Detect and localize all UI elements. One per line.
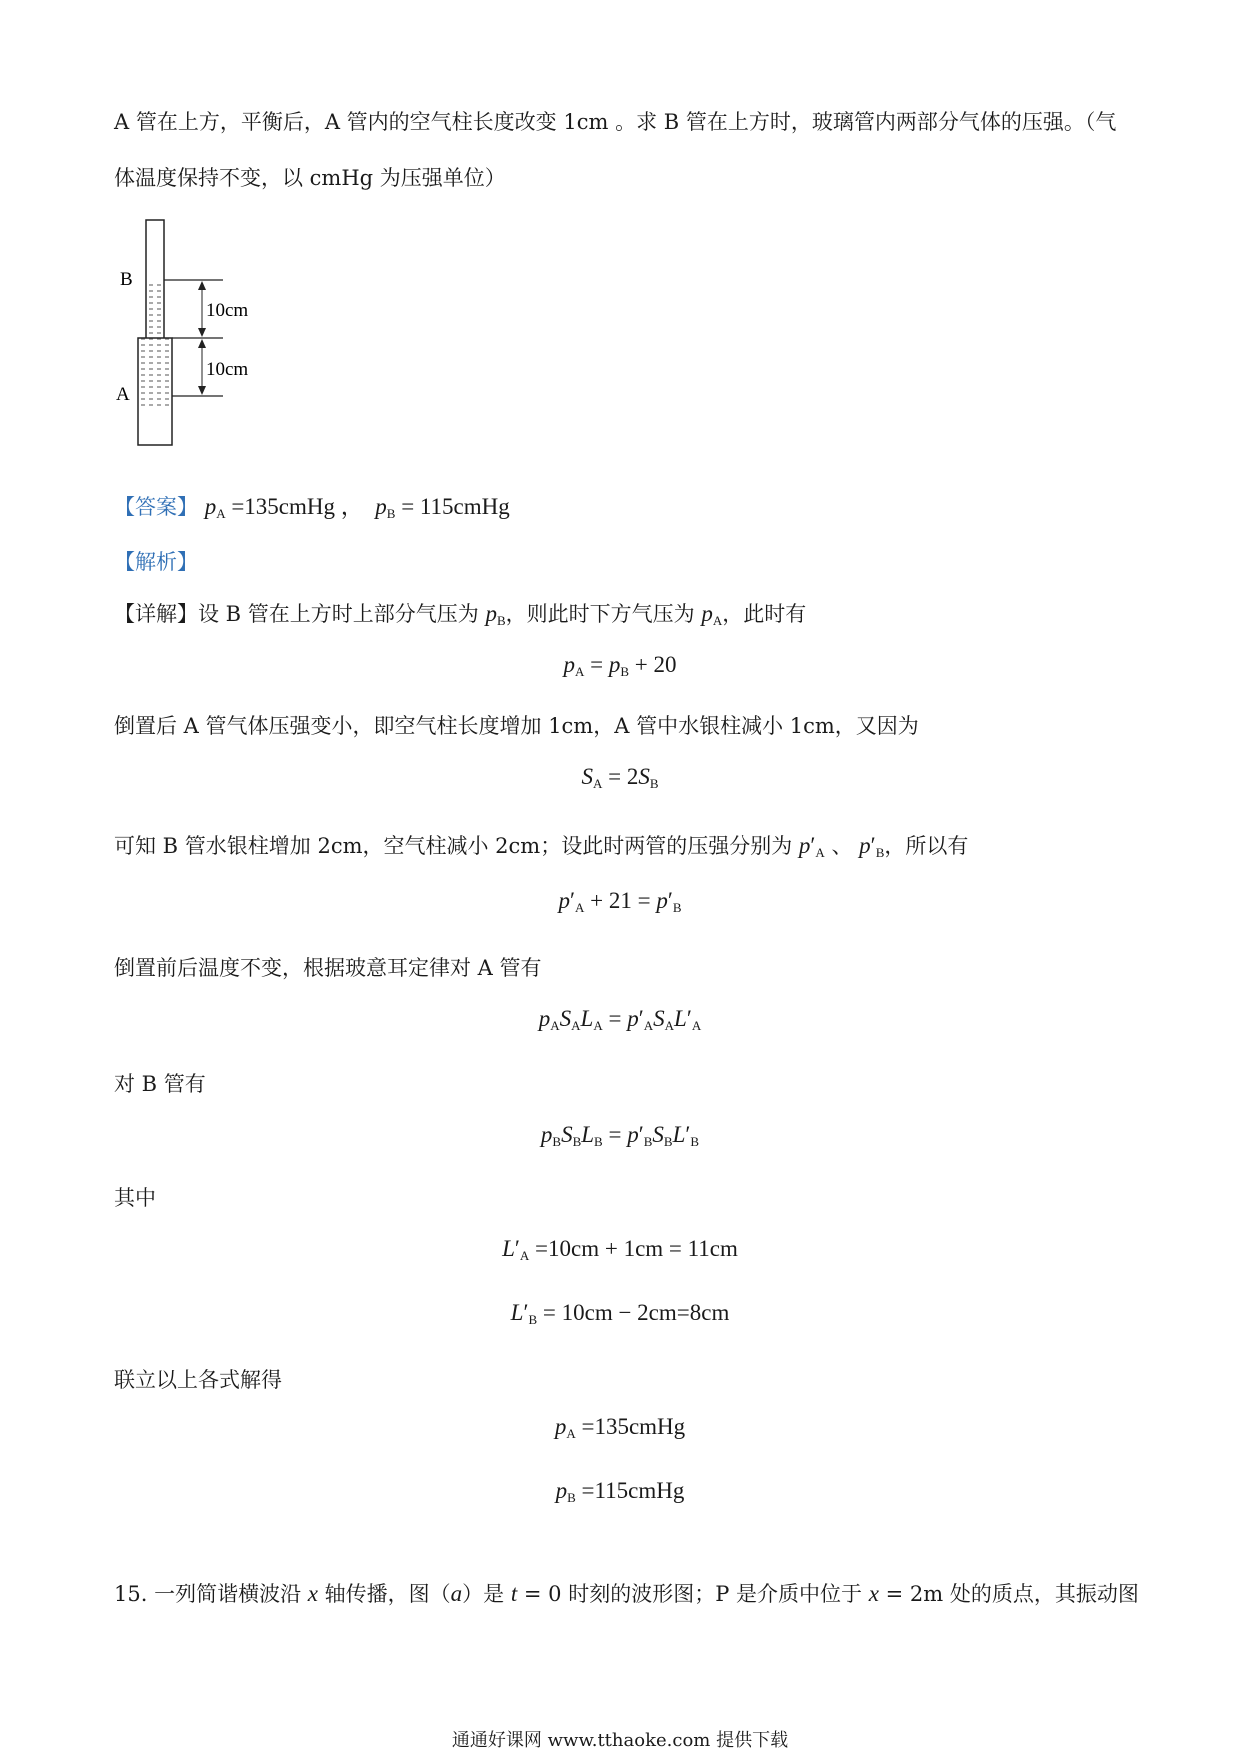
analysis-tag: 【解析】 (114, 550, 198, 574)
answer-line (114, 488, 510, 522)
equation-1: $p_A = p_B + 20$ (563, 652, 677, 679)
answer-formula: $p_A$ =135cmHg ， $p_B$ = 115cmHg (204, 494, 510, 521)
invert-text: 倒置后 A 管气体压强变小，即空气柱长度增加 1cm，A 管中水银柱减小 1cm，又因为 (114, 714, 919, 738)
b-tube-text: 可知 B 管水银柱增加 2cm，空气柱减小 2cm；设此时两管的压强分别为 $p'_A$ 、 $p'_B$，所以有 (114, 833, 969, 860)
boyle-text: 倒置前后温度不变，根据玻意耳定律对 A 管有 (114, 956, 542, 980)
equation-lb: $L'_B = 10cm - 2cm=8cm$ (510, 1300, 730, 1327)
equation-la: $L'_A =10cm + 1cm = 11cm$ (502, 1236, 738, 1263)
where-text: 其中 (114, 1186, 156, 1210)
detail-line: 【详解】设 B 管在上方时上部分气压为 $p_B$，则此时下方气压为 $p_A$，此时有 (114, 601, 807, 628)
equation-5: $p_BS_BL_B = p'_BS_BL'_B$ (540, 1122, 700, 1149)
dim-upper-label: 10cm (206, 300, 249, 321)
question-15-line: 15. 一列简谐横波沿 x 轴传播，图（a）是 t = 0 时刻的波形图；P 是介质中位于 x = 2m 处的质点，其振动图 (114, 1581, 1139, 1606)
problem-text-line-2: 体温度保持不变，以 cmHg 为压强单位） (114, 166, 506, 190)
label-a: A (116, 384, 130, 405)
answer-tag: 【答案】 (114, 495, 198, 519)
equation-4: $p_AS_AL_A = p'_AS_AL'_A$ (538, 1006, 702, 1033)
equation-2: $S_A = 2S_B$ (581, 764, 659, 791)
tube-diagram (100, 210, 280, 460)
label-b: B (120, 269, 133, 290)
result-b: $p_B$ =115cmHg (555, 1478, 685, 1505)
result-a: $p_A$ =135cmHg (554, 1414, 686, 1441)
equation-3: $p'_A + 21 = p'_B$ (558, 888, 682, 915)
problem-text-line-1: A 管在上方，平衡后，A 管内的空气柱长度改变 1cm 。求 B 管在上方时，玻璃管内两部分气体的压强。（气 (114, 110, 1117, 134)
footer-watermark: 通通好课网 www.tthaoke.com 提供下载 (451, 1730, 789, 1751)
for-b-text: 对 B 管有 (114, 1072, 206, 1096)
solve-text: 联立以上各式解得 (114, 1368, 282, 1392)
dim-lower-label: 10cm (206, 359, 249, 380)
